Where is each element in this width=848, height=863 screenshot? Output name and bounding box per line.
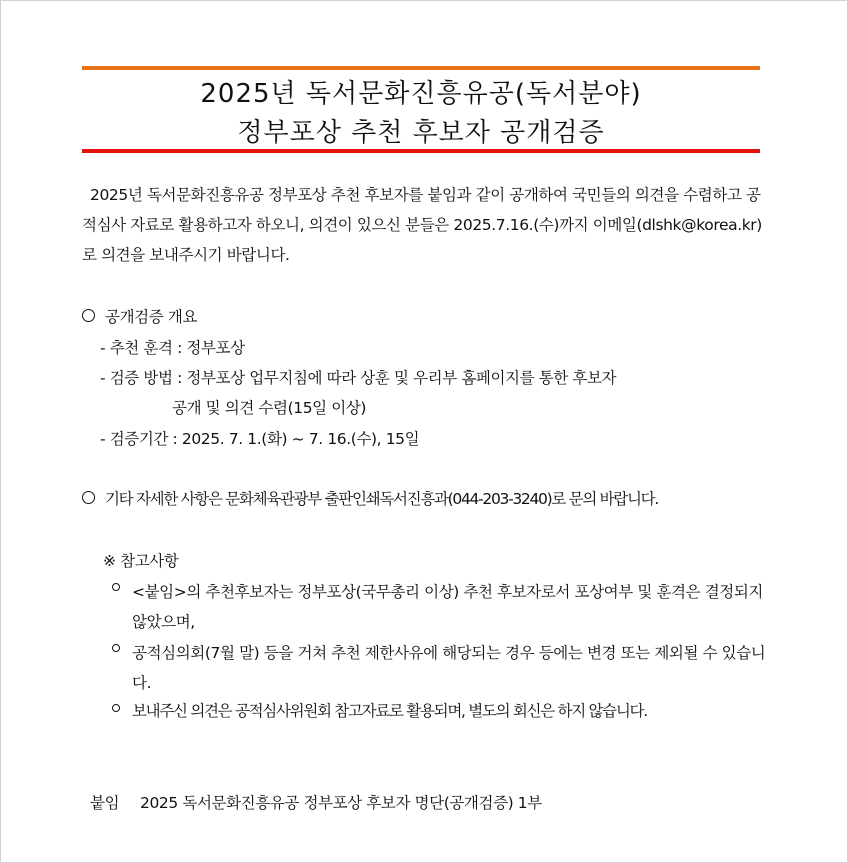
overview-method-line-1: - 검증 방법 : 정부포상 업무지침에 따라 상훈 및 우리부 홈페이지를 통한 후보자 (100, 369, 617, 387)
overview-method-line-2: 공개 및 의견 수렴(15일 이상) (172, 399, 367, 417)
small-circle-bullet-icon (112, 640, 120, 658)
inquiry-text: 기타 자세한 사항은 문화체육관광부 출판인쇄독서진흥과(044-203-3240)로 문의 바랍니다. (105, 490, 658, 508)
overview-award-type: - 추천 훈격 : 정부포상 (100, 339, 245, 357)
circle-bullet-icon (82, 309, 95, 322)
title-line-1: 2025년 독서문화진흥유공(독서분야) (200, 79, 642, 109)
overview-heading (82, 305, 197, 327)
note-item-1: <붙임>의 추천후보자는 정부포상(국무총리 이상) 추천 후보자로서 포상여부 및 훈격은 결정되지 않았으며, (132, 583, 763, 631)
note-item-3: 보내주신 의견은 공적심사위원회 참고자료로 활용되며, 별도의 회신은 하지 않습니다. (132, 702, 647, 720)
inquiry-line (82, 487, 658, 509)
attachment-label: 붙임 (90, 794, 120, 812)
note-item-2: 공적심의회(7월 말) 등을 거쳐 추천 제한사유에 해당되는 경우 등에는 변경 또는 제외될 수 있습니다. (132, 644, 766, 692)
notes-heading (103, 549, 178, 571)
title-line-2: 정부포상 추천 후보자 공개검증 (237, 118, 605, 148)
overview-heading-text: 공개검증 개요 (105, 308, 197, 326)
intro-paragraph: 2025년 독서문화진흥유공 정부포상 추천 후보자를 붙임과 같이 공개하여 국민들의 의견을 수렴하고 공적심사 자료로 활용하고자 하오니, 의견이 있으신 분들은 2025.7.16.(수)까지 이메일(dlshk@korea.kr)로 의견을 보내주시기 바랍니다. (82, 186, 762, 264)
attachment-text: 2025 독서문화진흥유공 정부포상 후보자 명단(공개검증) 1부 (140, 794, 542, 812)
reference-mark-icon: ※ (103, 552, 116, 570)
small-circle-bullet-icon (112, 579, 120, 597)
small-circle-bullet-icon (112, 700, 120, 718)
title-top-rule (82, 66, 760, 70)
title-bottom-rule (82, 149, 760, 153)
overview-period: - 검증기간 : 2025. 7. 1.(화) ~ 7. 16.(수), 15일 (100, 430, 420, 448)
circle-bullet-icon (82, 491, 95, 504)
notes-heading-text: 참고사항 (120, 552, 179, 570)
